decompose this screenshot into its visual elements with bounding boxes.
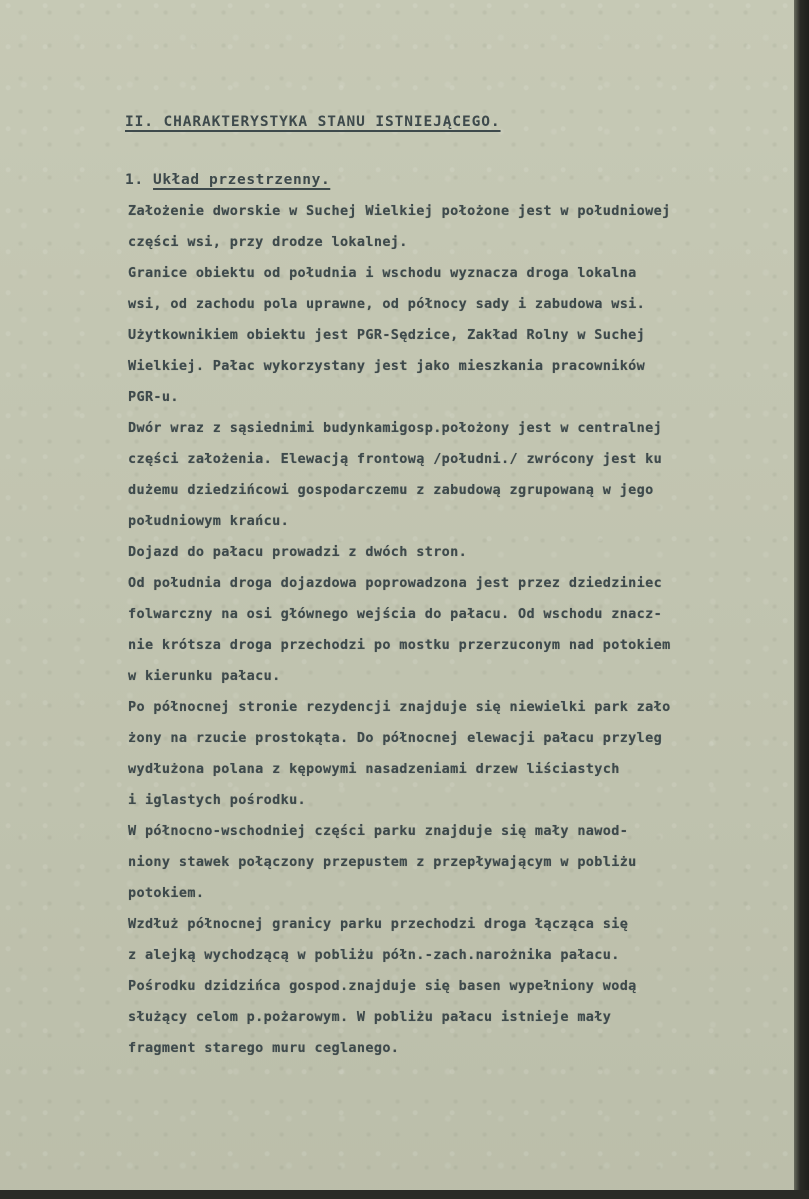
body-line: w kierunku pałacu. — [128, 668, 281, 684]
body-line: wsi, od zachodu pola uprawne, od północy sady i zabudowa wsi. — [128, 296, 646, 312]
body-line: wydłużona polana z kępowymi nasadzeniami drzew liściastych — [128, 761, 620, 777]
body-line: żony na rzucie prostokąta. Do północnej elewacji pałacu przyleg — [128, 730, 663, 746]
body-line: Po północnej stronie rezydencji znajduje się niewielki park zało — [128, 699, 671, 715]
body-line: Użytkownikiem obiektu jest PGR-Sędzice, Zakład Rolny w Suchej — [128, 327, 646, 343]
section-heading: II. CHARAKTERYSTYKA STANU ISTNIEJĄCEGO. — [125, 114, 501, 130]
body-line: służący celom p.pożarowym. W pobliżu pałacu istnieje mały — [128, 1009, 612, 1025]
body-line: potokiem. — [128, 885, 205, 901]
body-line: nie krótsza droga przechodzi po mostku przerzuconym nad potokiem — [128, 637, 671, 653]
subsection-number: 1. — [125, 172, 144, 188]
body-line: Wielkiej. Pałac wykorzystany jest jako mieszkania pracowników — [128, 358, 646, 374]
body-line: dużemu dziedzińcowi gospodarczemu z zabudową zgrupowaną w jego — [128, 482, 654, 498]
body-line: części założenia. Elewacją frontową /południ./ zwrócony jest ku — [128, 451, 663, 467]
body-line: Założenie dworskie w Suchej Wielkiej położone jest w południowej — [128, 203, 671, 219]
subsection-title: Układ przestrzenny. — [153, 172, 331, 188]
body-line: W północno-wschodniej części parku znajduje się mały nawod- — [128, 823, 629, 839]
body-line: Granice obiektu od południa i wschodu wyznacza droga lokalna — [128, 265, 637, 281]
subsection-heading — [125, 172, 330, 188]
body-line: z alejką wychodzącą w pobliżu półn.-zach.narożnika pałacu. — [128, 947, 620, 963]
body-line: folwarczny na osi głównego wejścia do pałacu. Od wschodu znacz- — [128, 606, 663, 622]
body-line: części wsi, przy drodze lokalnej. — [128, 234, 408, 250]
body-line: Od południa droga dojazdowa poprowadzona jest przez dziedziniec — [128, 575, 663, 591]
body-line: fragment starego muru ceglanego. — [128, 1040, 400, 1056]
body-line: PGR-u. — [128, 389, 179, 405]
body-line: Wzdłuż północnej granicy parku przechodzi droga łącząca się — [128, 916, 629, 932]
body-line: i iglastych pośrodku. — [128, 792, 307, 808]
body-line: niony stawek połączony przepustem z przepływającym w pobliżu — [128, 854, 637, 870]
body-line: południowym krańcu. — [128, 513, 290, 529]
body-line: Dwór wraz z sąsiednimi budynkamigosp.położony jest w centralnej — [128, 420, 663, 436]
body-line: Pośrodku dzidzińca gospod.znajduje się basen wypełniony wodą — [128, 978, 637, 994]
body-line: Dojazd do pałacu prowadzi z dwóch stron. — [128, 544, 468, 560]
